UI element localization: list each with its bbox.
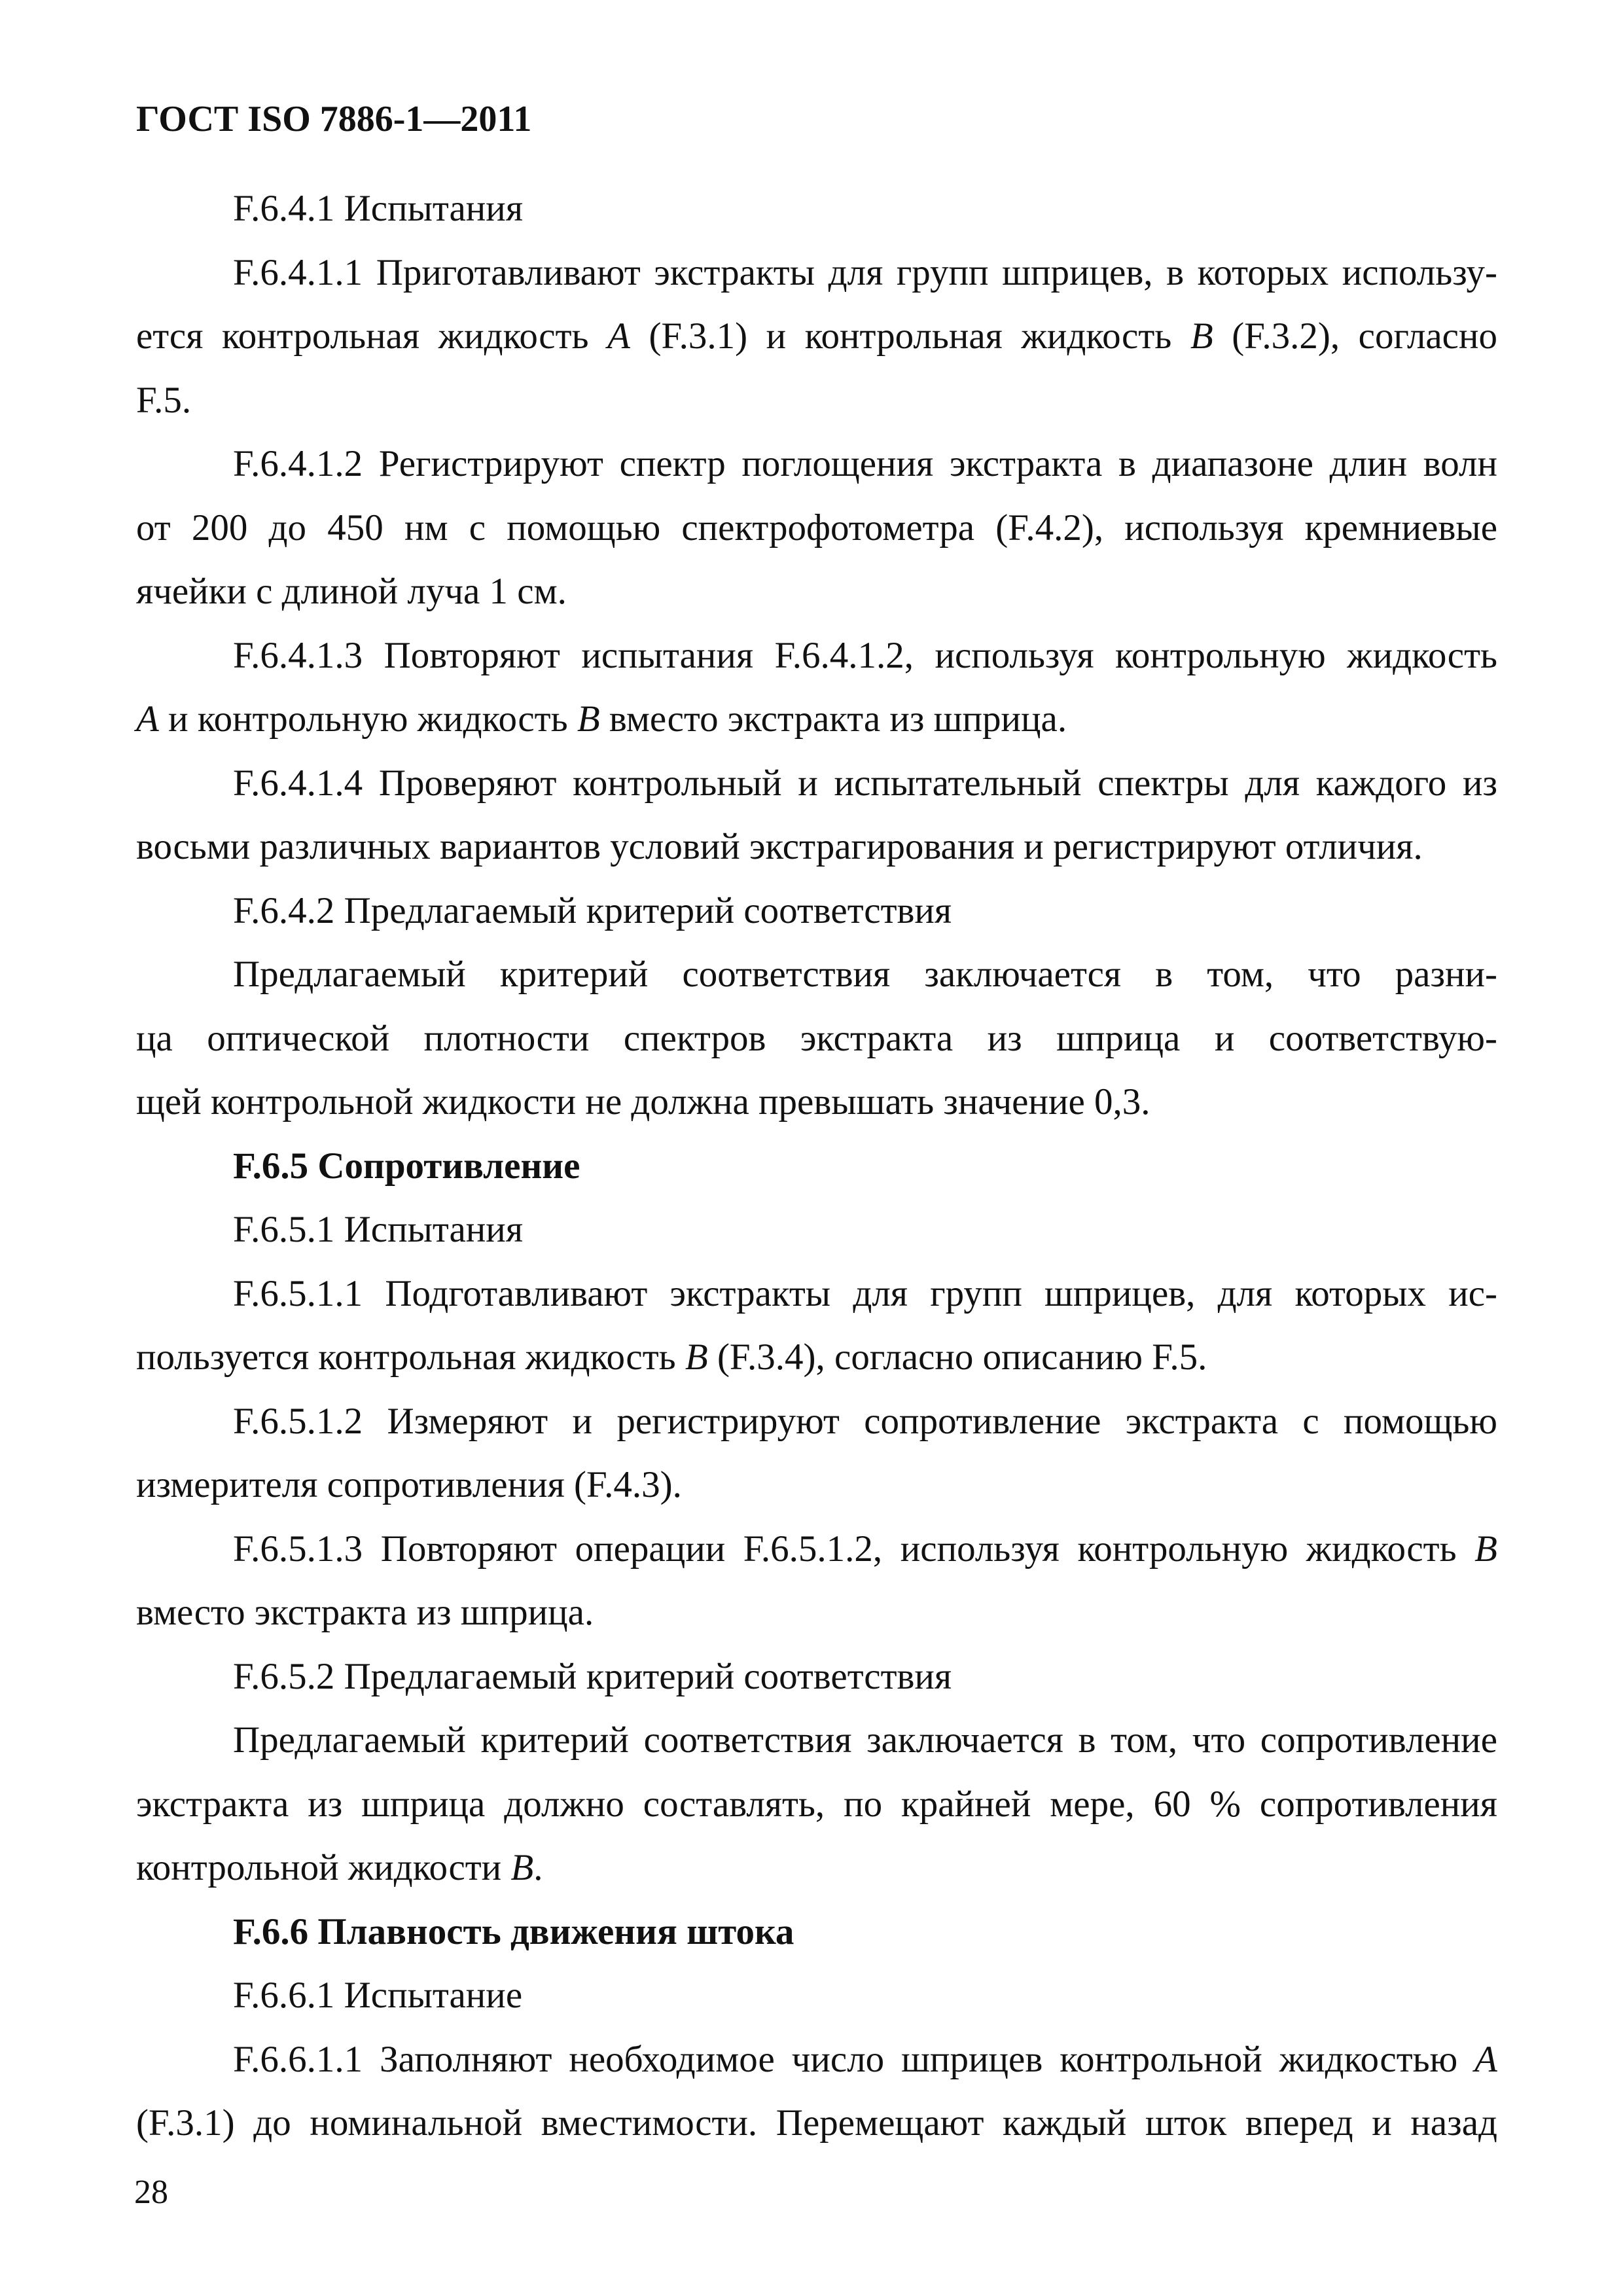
text-line: Предлагаемый критерий соответствия заключается в том, что разни- [233, 954, 1497, 995]
section-heading-line: F.6.6 Плавность движения штока [233, 1910, 794, 1952]
text-line: вместо экстракта из шприца. [136, 1592, 594, 1633]
text-line: ется контрольная жидкость A (F.3.1) и контрольная жидкость B (F.3.2), согласно [136, 315, 1497, 357]
text-line: измерителя сопротивления (F.4.3). [136, 1464, 682, 1505]
text-line: ячейки с длиной луча 1 см. [136, 571, 567, 612]
text-line: экстракта из шприца должно составлять, по крайней мере, 60 % сопротивления [136, 1783, 1497, 1825]
text-line: F.6.4.1.3 Повторяют испытания F.6.4.1.2, используя контрольную жидкость [233, 634, 1497, 676]
text-line: F.6.5.1 Испытания [233, 1209, 524, 1250]
text-line: F.6.4.1.2 Регистрируют спектр поглощения экстракта в диапазоне длин волн [233, 443, 1497, 484]
text-line: контрольной жидкости B. [136, 1847, 543, 1888]
text-line: F.6.6.1 Испытание [233, 1975, 523, 2016]
text-line: A и контрольную жидкость B вместо экстракта из шприца. [136, 698, 1067, 740]
text-line: F.5. [136, 379, 192, 421]
text-line: восьми различных вариантов условий экстрагирования и регистрируют отличия. [136, 826, 1423, 867]
text-line: F.6.4.1.1 Приготавливают экстракты для групп шприцев, в которых использу- [233, 251, 1497, 293]
text-line: F.6.5.1.1 Подготавливают экстракты для групп шприцев, для которых ис- [233, 1272, 1497, 1314]
page-number: 28 [134, 2174, 168, 2211]
text-line: от 200 до 450 нм с помощью спектрофотометра (F.4.2), используя кремниевые [136, 507, 1497, 548]
text-line: щей контрольной жидкости не должна превышать значение 0,3. [136, 1081, 1150, 1122]
text-line: ца оптической плотности спектров экстракта из шприца и соответствую- [136, 1017, 1497, 1059]
text-line: F.6.4.2 Предлагаемый критерий соответствия [233, 889, 952, 931]
text-line: F.6.5.1.3 Повторяют операции F.6.5.1.2, используя контрольную жидкость B [233, 1528, 1497, 1570]
section-heading-line: F.6.5 Сопротивление [233, 1145, 580, 1187]
text-line: F.6.6.1.1 Заполняют необходимое число шприцев контрольной жидкостью A [233, 2038, 1497, 2080]
page-header-title: ГОСТ ISO 7886-1—2011 [136, 99, 532, 139]
text-line: F.6.5.1.2 Измеряют и регистрируют сопротивление экстракта с помощью [233, 1400, 1497, 1442]
text-line: пользуется контрольная жидкость B (F.3.4), согласно описанию F.5. [136, 1336, 1207, 1378]
text-line: F.6.4.1.4 Проверяют контрольный и испытательный спектры для каждого из [233, 762, 1497, 804]
text-line: (F.3.1) до номинальной вместимости. Перемещают каждый шток вперед и назад [136, 2102, 1497, 2144]
text-line: Предлагаемый критерий соответствия заключается в том, что сопротивление [233, 1719, 1497, 1761]
text-line: F.6.5.2 Предлагаемый критерий соответствия [233, 1655, 952, 1697]
text-line: F.6.4.1 Испытания [233, 188, 524, 229]
